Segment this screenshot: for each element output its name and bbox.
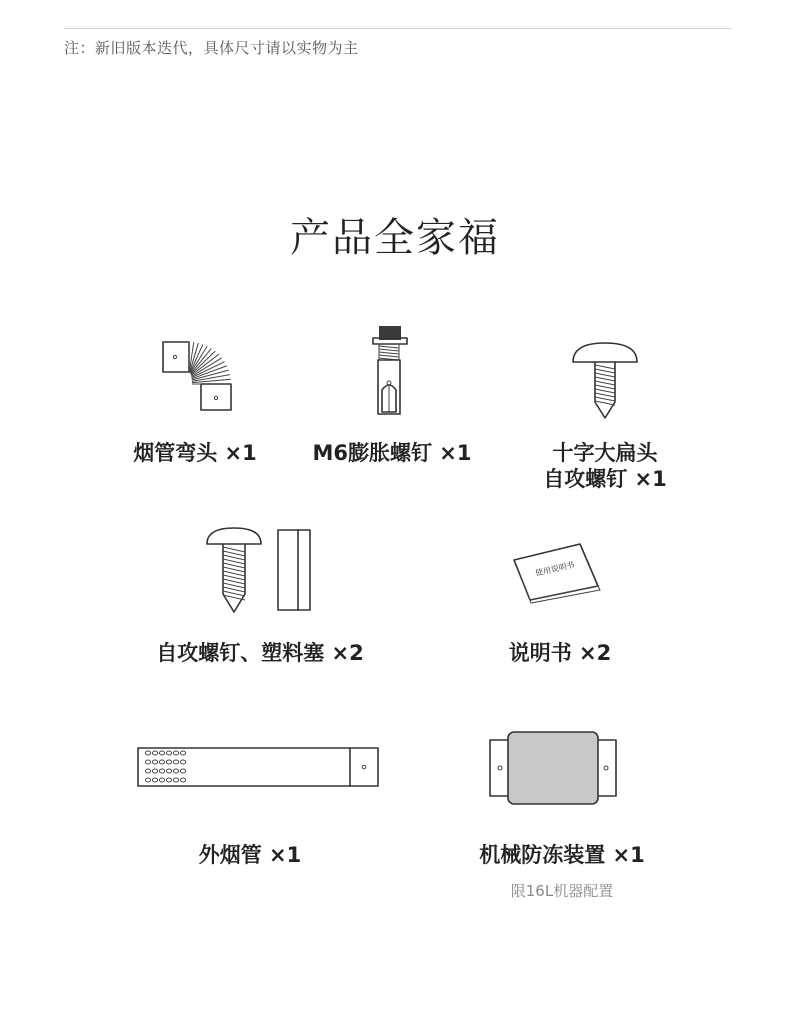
item-label-pan-head-screw-line2: 自攻螺钉 ×1 xyxy=(543,467,667,491)
manual-icon xyxy=(508,540,608,604)
outer-flue-pipe-icon xyxy=(136,746,380,788)
version-note: 注：新旧版本迭代，具体尺寸请以实物为主 xyxy=(64,39,359,57)
plastic-plug-icon xyxy=(276,528,312,612)
manual-cover-text: 使用说明书 xyxy=(534,560,576,578)
item-label-flue-elbow: 烟管弯头 ×1 xyxy=(133,441,257,465)
item-label-expansion-bolt: M6膨胀螺钉 ×1 xyxy=(312,441,472,465)
item-label-screw-plug: 自攻螺钉、塑料塞 ×2 xyxy=(156,641,364,665)
flue-elbow-icon xyxy=(160,338,240,414)
item-label-outer-flue-pipe: 外烟管 ×1 xyxy=(198,843,302,867)
item-label-manual: 说明书 ×2 xyxy=(508,641,612,665)
item-label-pan-head-screw-line1: 十字大扁头 xyxy=(552,441,658,465)
item-label-antifreeze-device: 机械防冻装置 ×1 xyxy=(479,843,645,867)
self-tapping-screw-icon xyxy=(204,526,264,616)
pan-head-screw-icon xyxy=(570,340,640,422)
antifreeze-config-note: 限16L机器配置 xyxy=(510,882,614,900)
top-divider xyxy=(64,28,732,29)
expansion-bolt-icon xyxy=(368,324,418,420)
antifreeze-device-icon xyxy=(488,730,618,806)
page-title: 产品全家福 xyxy=(290,215,500,261)
